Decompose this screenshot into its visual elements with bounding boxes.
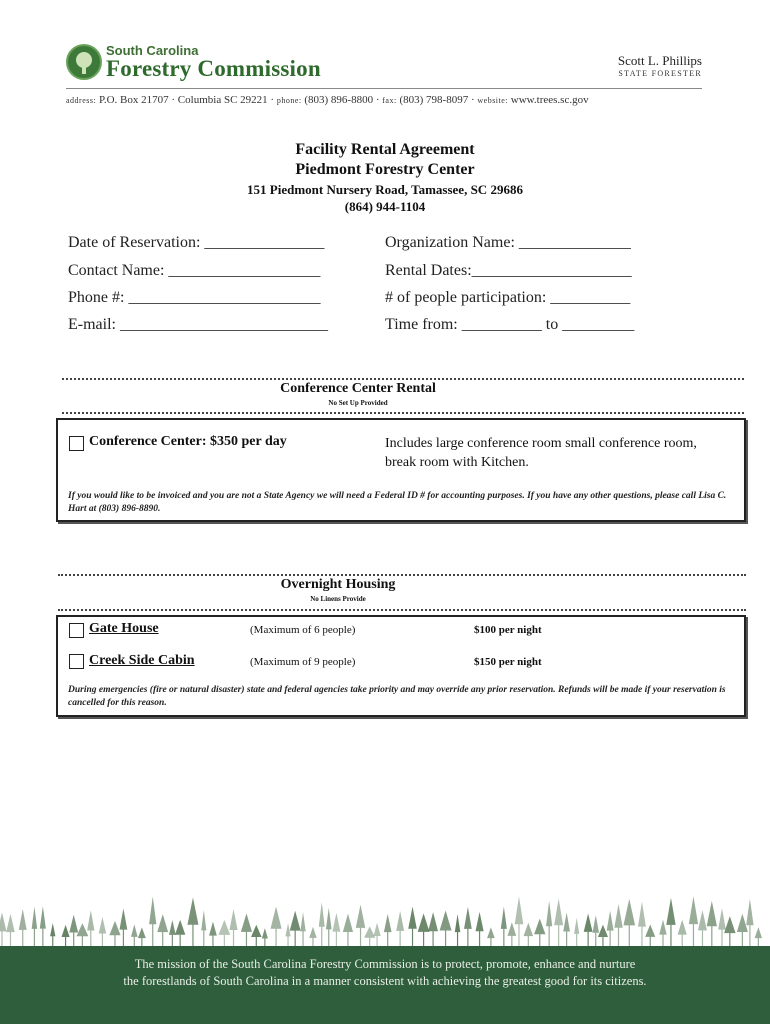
- contact-name-field[interactable]: Contact Name: ___________________: [68, 262, 321, 279]
- mission-statement: [0, 956, 770, 990]
- date-of-reservation-field[interactable]: Date of Reservation: _______________: [68, 234, 325, 251]
- organization-name-field[interactable]: Organization Name: ______________: [385, 234, 631, 251]
- website-label: website:: [477, 96, 509, 105]
- conference-invoice-note: If you would like to be invoiced and you are not a State Agency we will need a Federal ID # for accounting purposes. If you have any other questions, please call Lisa C. Hart at (803) 896-8890.: [68, 491, 727, 514]
- section-divider-top: [62, 378, 744, 380]
- phone-field[interactable]: Phone #: ________________________: [68, 289, 321, 306]
- website-link[interactable]: www.trees.sc.gov: [510, 94, 589, 106]
- document-title: Facility Rental Agreement: [295, 141, 475, 158]
- gate-house-label: Gate House: [89, 621, 159, 636]
- contact-line: [66, 94, 702, 106]
- fax-text: (803) 798-8097 ·: [399, 94, 475, 106]
- mission-line-1: The mission of the South Carolina Forestry Commission is to protect, promote, enhance and nurture: [134, 957, 636, 971]
- mission-line-2: the forestlands of South Carolina in a manner consistent with achieving the greatest good for its citizens.: [123, 974, 647, 988]
- conference-center-checkbox[interactable]: [69, 436, 84, 451]
- creek-side-cabin-label: Creek Side Cabin: [89, 653, 195, 668]
- forest-treeline-icon: [0, 895, 770, 947]
- phone-label: phone:: [276, 96, 302, 105]
- time-from-to-field[interactable]: Time from: __________ to _________: [385, 316, 635, 333]
- email-field[interactable]: E-mail: __________________________: [68, 316, 328, 333]
- gate-house-capacity: (Maximum of 6 people): [250, 624, 356, 636]
- rental-dates-field[interactable]: Rental Dates:____________________: [385, 262, 632, 279]
- emergency-priority-note: During emergencies (fire or natural disaster) state and federal agencies take priority and may override any prior reservation. Refunds will be made if your reservation is cancelled for this reason.: [68, 685, 726, 708]
- org-name-line2: Forestry Commission: [106, 56, 321, 81]
- conference-section-title: Conference Center Rental: [280, 381, 436, 396]
- address-text: P.O. Box 21707 · Columbia SC 29221 ·: [98, 94, 275, 106]
- conference-center-label: Conference Center: $350 per day: [89, 434, 287, 449]
- header-divider: [66, 88, 702, 89]
- creek-side-cabin-checkbox[interactable]: [69, 654, 84, 669]
- facility-phone: (864) 944-1104: [344, 199, 426, 214]
- housing-divider-bottom: [58, 609, 746, 611]
- facility-address: 151 Piedmont Nursery Road, Tamassee, SC 29686: [247, 182, 523, 197]
- creek-side-cabin-price: $150 per night: [474, 656, 542, 668]
- gate-house-price: $100 per night: [474, 624, 542, 636]
- conference-section-subtitle: No Set Up Provided: [328, 399, 388, 407]
- forester-name: Scott L. Phillips: [617, 53, 702, 68]
- facility-name: Piedmont Forestry Center: [295, 161, 475, 178]
- housing-section-subtitle: No Linens Provide: [310, 595, 366, 603]
- housing-divider-top: [58, 574, 746, 576]
- forestry-seal-logo-icon: [66, 44, 102, 80]
- fax-label: fax:: [382, 96, 397, 105]
- org-name-line1: South Carolina: [106, 43, 199, 58]
- address-label: address:: [66, 96, 97, 105]
- housing-section-title: Overnight Housing: [280, 577, 396, 592]
- creek-side-cabin-capacity: (Maximum of 9 people): [250, 656, 356, 668]
- number-of-people-field[interactable]: # of people participation: __________: [385, 289, 631, 306]
- section-divider-bottom: [62, 412, 744, 414]
- forester-title: STATE FORESTER: [618, 69, 702, 78]
- gate-house-checkbox[interactable]: [69, 623, 84, 638]
- conference-center-description: Includes large conference room small conference room, break room with Kitchen.: [385, 436, 697, 470]
- phone-text: (803) 896-8800 ·: [304, 94, 380, 106]
